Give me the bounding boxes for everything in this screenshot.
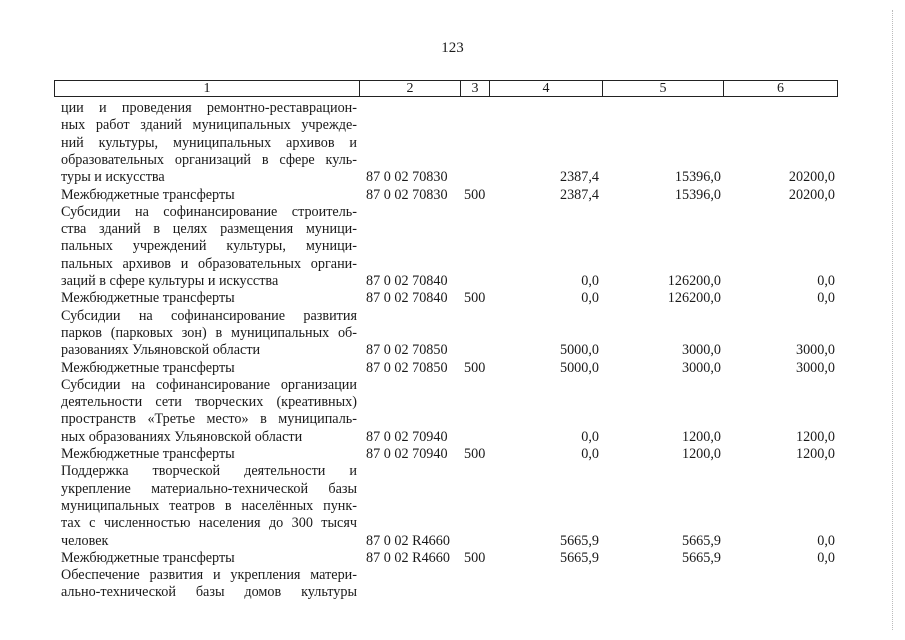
- cell-expense-type: 500: [464, 186, 486, 203]
- cell-amount-col4: 5665,9: [559, 532, 599, 549]
- table-row: [0, 411, 905, 428]
- table-row: [0, 238, 905, 255]
- cell-description: тах с численностью населения до 300 тысяч: [61, 515, 357, 532]
- cell-target-code: 87 0 02 70940: [366, 428, 448, 445]
- table-row: [0, 429, 905, 446]
- header-col-1: 1: [55, 81, 360, 96]
- table-row: [0, 550, 905, 567]
- cell-amount-col5: 5665,9: [681, 549, 721, 566]
- header-col-6: 6: [777, 81, 784, 96]
- cell-description: образовательных организаций в сфере куль-: [61, 151, 357, 168]
- table-row: [0, 308, 905, 325]
- cell-target-code: 87 0 02 70830: [366, 169, 448, 186]
- cell-amount-col4: 0,0: [581, 446, 599, 462]
- cell-amount-col6: 3000,0: [795, 342, 835, 359]
- cell-amount-col5: 5665,9: [681, 532, 721, 549]
- cell-description: Межбюджетные трансферты: [61, 549, 235, 566]
- table-row: [0, 256, 905, 273]
- cell-description: Межбюджетные трансферты: [61, 446, 235, 462]
- cell-description: Обеспечение развития и укрепления матери-: [61, 567, 357, 584]
- cell-amount-col5: 3000,0: [681, 342, 721, 359]
- table-row: [0, 533, 905, 550]
- cell-description: разованиях Ульяновской области: [61, 342, 261, 359]
- cell-expense-type: 500: [464, 290, 486, 307]
- header-col-4: 4: [490, 81, 603, 96]
- table-row: [0, 360, 905, 377]
- cell-description: пальных учреждений культуры, муници-: [61, 238, 357, 255]
- cell-description: пространств «Третье место» в муниципаль-: [61, 411, 357, 428]
- cell-description: Межбюджетные трансферты: [61, 290, 235, 307]
- cell-description: ний культуры, муниципальных архивов и: [61, 134, 357, 151]
- cell-description: ально-технической базы домов культуры: [61, 584, 357, 601]
- cell-description: Межбюджетные трансферты: [61, 359, 235, 376]
- cell-expense-type: 500: [464, 549, 486, 566]
- table-row: [0, 117, 905, 134]
- cell-target-code: 87 0 02 R4660: [366, 549, 450, 566]
- cell-description: укрепление материально-технической базы: [61, 480, 357, 497]
- table-row: [0, 273, 905, 290]
- cell-amount-col5: 1200,0: [681, 428, 721, 445]
- cell-amount-col6: 3000,0: [795, 359, 835, 376]
- table-row: [0, 135, 905, 152]
- cell-amount-col5: 15396,0: [674, 169, 721, 186]
- cell-description: парков (парковых зон) в муниципальных об-: [61, 324, 357, 341]
- header-col-2: 2: [360, 81, 461, 96]
- cell-amount-col4: 5000,0: [559, 342, 599, 359]
- cell-target-code: 87 0 02 70830: [366, 186, 448, 203]
- cell-amount-col4: 0,0: [581, 273, 599, 289]
- cell-description: ции и проведения ремонтно-реставрацион-: [61, 100, 357, 116]
- cell-target-code: 87 0 02 70840: [366, 290, 448, 307]
- table-row: [0, 584, 905, 601]
- table-row: [0, 567, 905, 584]
- cell-target-code: 87 0 02 70850: [366, 359, 448, 376]
- cell-amount-col4: 5000,0: [559, 359, 599, 376]
- cell-amount-col6: 1200,0: [795, 446, 835, 462]
- cell-amount-col6: 0,0: [817, 290, 835, 307]
- cell-description: ных образованиях Ульяновской области: [61, 428, 303, 445]
- cell-amount-col4: 2387,4: [559, 169, 599, 186]
- cell-amount-col6: 1200,0: [795, 428, 835, 445]
- cell-amount-col5: 1200,0: [681, 446, 721, 462]
- table-row: [0, 481, 905, 498]
- table-row: [0, 152, 905, 169]
- cell-amount-col4: 0,0: [581, 290, 599, 307]
- cell-description: туры и искусства: [61, 169, 165, 186]
- binding-margin-dots: [890, 10, 893, 630]
- table-row: [0, 325, 905, 342]
- cell-description: человек: [61, 532, 109, 549]
- table-row: [0, 169, 905, 186]
- cell-amount-col6: 20200,0: [788, 169, 835, 186]
- cell-description: Субсидии на софинансирование развития: [61, 307, 357, 324]
- cell-description: деятельности сети творческих (креативных): [61, 394, 357, 411]
- cell-expense-type: 500: [464, 446, 486, 462]
- cell-amount-col6: 0,0: [817, 273, 835, 289]
- cell-description: заций в сфере культуры и искусства: [61, 273, 279, 289]
- cell-description: ных работ зданий муниципальных учрежде-: [61, 117, 357, 134]
- table-row: [0, 515, 905, 532]
- table-row: [0, 498, 905, 515]
- table-row: [0, 290, 905, 307]
- cell-amount-col5: 15396,0: [674, 186, 721, 203]
- table-row: [0, 204, 905, 221]
- cell-target-code: 87 0 02 70850: [366, 342, 448, 359]
- cell-target-code: 87 0 02 R4660: [366, 532, 450, 549]
- cell-target-code: 87 0 02 70840: [366, 273, 448, 289]
- cell-description: Субсидии на софинансирование организации: [61, 376, 357, 393]
- header-col-5: 5: [603, 81, 724, 96]
- cell-description: Поддержка творческой деятельности и: [61, 463, 357, 480]
- cell-target-code: 87 0 02 70940: [366, 446, 448, 462]
- cell-amount-col4: 2387,4: [559, 186, 599, 203]
- cell-amount-col6: 0,0: [817, 532, 835, 549]
- cell-amount-col5: 126200,0: [667, 273, 721, 289]
- table-row: [0, 187, 905, 204]
- table-row: [0, 394, 905, 411]
- cell-description: Субсидии на софинансирование строитель-: [61, 203, 357, 220]
- cell-description: муниципальных театров в населённых пунк-: [61, 497, 357, 514]
- cell-description: пальных архивов и образовательных органи-: [61, 255, 357, 272]
- cell-amount-col5: 126200,0: [667, 290, 721, 307]
- table-row: [0, 446, 905, 463]
- cell-amount-col5: 3000,0: [681, 359, 721, 376]
- cell-amount-col4: 0,0: [581, 428, 599, 445]
- page-number: 123: [441, 40, 464, 56]
- table-row: [0, 463, 905, 480]
- table-row: [0, 377, 905, 394]
- cell-expense-type: 500: [464, 359, 486, 376]
- table-row: [0, 221, 905, 238]
- cell-description: ства зданий в целях размещения муници-: [61, 221, 357, 238]
- header-col-3: 3: [461, 81, 490, 96]
- table-row: [0, 342, 905, 359]
- table-row: [0, 100, 905, 117]
- cell-amount-col6: 20200,0: [788, 186, 835, 203]
- table-header: [54, 80, 838, 97]
- cell-amount-col6: 0,0: [817, 549, 835, 566]
- cell-description: Межбюджетные трансферты: [61, 186, 235, 203]
- cell-amount-col4: 5665,9: [559, 549, 599, 566]
